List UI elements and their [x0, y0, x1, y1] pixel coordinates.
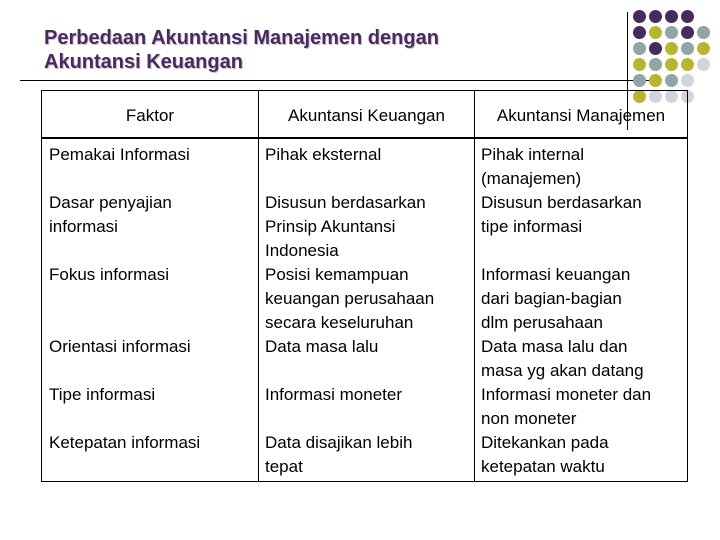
column-divider — [474, 91, 475, 481]
header-faktor: Faktor — [125, 106, 175, 125]
decor-dot — [649, 58, 662, 71]
decor-dot — [697, 26, 710, 39]
decor-dot — [665, 26, 678, 39]
decor-dot — [649, 26, 662, 39]
decor-dot — [681, 58, 694, 71]
decor-dot — [681, 26, 694, 39]
decor-dot — [633, 74, 646, 87]
header-akuntansi-keuangan: Akuntansi Keuangan — [288, 106, 445, 125]
decor-dot — [633, 58, 646, 71]
decor-dot — [665, 74, 678, 87]
header-akuntansi-manajemen: Akuntansi Manajemen — [496, 106, 666, 125]
decor-dot — [665, 58, 678, 71]
decor-dot — [633, 10, 646, 23]
decor-dot — [681, 74, 694, 87]
decor-dot — [649, 42, 662, 55]
column-faktor: Pemakai Informasi Dasar penyajian informasi Fokus informasi Orientasi informasi Tipe informasi Ketepatan informasi — [49, 145, 201, 452]
slide-title-line-1: Perbedaan Akuntansi Manajemen dengan — [44, 27, 439, 49]
comparison-table — [41, 90, 688, 482]
decor-dot — [633, 42, 646, 55]
decor-dot — [665, 42, 678, 55]
slide-title — [44, 26, 604, 74]
column-akuntansi-keuangan: Pihak eksternal Disusun berdasarkan Prinsip Akuntansi Indonesia Posisi kemampuan keuangan perusahaan secara keseluruhan Data masa lalu Informasi moneter Data disajikan lebih tepat — [265, 145, 435, 476]
decor-dot — [681, 42, 694, 55]
decor-dot — [697, 42, 710, 55]
header-divider — [42, 137, 687, 139]
decor-dot — [665, 10, 678, 23]
column-akuntansi-manajemen: Pihak internal (manajemen) Disusun berdasarkan tipe informasi Informasi keuangan dari bagian-bagian dlm perusahaan Data masa lalu dan masa yg akan datang Informasi moneter dan non moneter Ditekankan pada ketepatan waktu — [481, 145, 652, 476]
decor-dot — [649, 74, 662, 87]
column-divider — [258, 91, 259, 481]
decor-dot — [697, 58, 710, 71]
decor-dot — [649, 10, 662, 23]
decor-horizontal-line — [20, 80, 650, 81]
decor-dot — [633, 26, 646, 39]
decor-dot — [681, 10, 694, 23]
slide-title-line-2: Akuntansi Keuangan — [44, 51, 243, 73]
